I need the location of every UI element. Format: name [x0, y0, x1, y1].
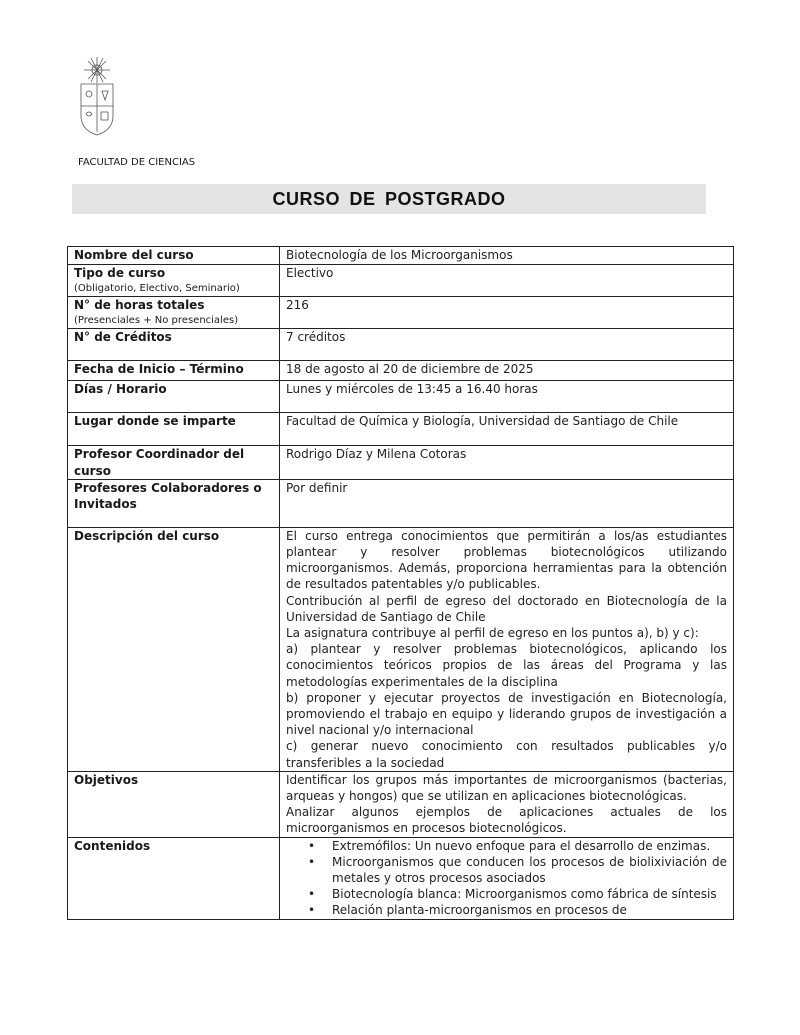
label-horas-sub: (Presenciales + No presenciales)	[74, 315, 239, 327]
label-coordinador: Profesor Coordinador del curso	[68, 446, 280, 479]
list-item: • Microorganismos que conducen los procesos de biolixiviación de metales y otros procesos asociados	[332, 854, 727, 886]
row-descripcion	[68, 527, 734, 771]
list-item: • Biotecnología blanca: Microorganismos como fábrica de síntesis	[332, 886, 727, 902]
descripcion-paragraph: La asignatura contribuye al perfil de egreso en los puntos a), b) y c):	[286, 626, 699, 641]
descripcion-paragraph: El curso entrega conocimientos que permitirán a los/as estudiantes plantear y resolver problemas biotecnológicos utilizando microorganismos. Además, proporciona herramientas para la obtención de resultados patentables y/o publicables.	[286, 528, 727, 592]
faculty-name: FACULTAD DE CIENCIAS	[78, 157, 196, 168]
list-item: • Relación planta-microorganismos en procesos de	[332, 902, 727, 918]
row-fecha	[68, 361, 734, 381]
descripcion-paragraph: a) plantear y resolver problemas biotecnológicos, aplicando los conocimientos teóricos propios de las áreas del Programa y las metodologías experimentales de la disciplina	[286, 642, 727, 689]
label-contenidos: Contenidos	[68, 837, 280, 919]
value-objetivos	[280, 771, 734, 837]
course-info-table	[67, 246, 734, 920]
value-contenidos	[280, 837, 734, 919]
objetivos-paragraph: Identificar los grupos más importantes de microorganismos (bacterias, arqueas y hongos) que se utilizan en aplicaciones biotecnológicas.	[286, 772, 727, 804]
value-fecha: 18 de agosto al 20 de diciembre de 2025	[280, 361, 734, 381]
label-colaboradores: Profesores Colaboradores o Invitados	[68, 479, 280, 527]
descripcion-paragraph: b) proponer y ejecutar proyectos de investigación en Biotecnología, promoviendo el trabajo en equipo y liderando grupos de investigación a nivel nacional y/o internacional	[286, 690, 727, 738]
label-lugar: Lugar donde se imparte	[68, 413, 280, 446]
descripcion-paragraph: c) generar nuevo conocimiento con resultados publicables y/o transferibles a la sociedad	[286, 739, 727, 770]
objetivos-paragraph: Analizar algunos ejemplos de aplicaciones actuales de los microorganismos en procesos biotecnológicos.	[286, 805, 727, 836]
row-dias	[68, 381, 734, 413]
row-horas	[68, 297, 734, 329]
label-nombre: Nombre del curso	[68, 247, 280, 265]
label-tipo	[68, 265, 280, 297]
page-title: CURSO DE POSTGRADO	[272, 188, 506, 209]
value-creditos: 7 créditos	[280, 329, 734, 361]
label-descripcion: Descripción del curso	[68, 527, 280, 771]
value-tipo: Electivo	[280, 265, 734, 297]
label-tipo-text: Tipo de curso	[74, 266, 166, 280]
label-creditos: N° de Créditos	[68, 329, 280, 361]
label-dias: Días / Horario	[68, 381, 280, 413]
contenidos-list	[286, 838, 727, 919]
value-lugar: Facultad de Química y Biología, Universidad de Santiago de Chile	[280, 413, 734, 446]
value-coordinador: Rodrigo Díaz y Milena Cotoras	[280, 446, 734, 479]
label-horas-text: N° de horas totales	[74, 298, 205, 313]
row-contenidos	[68, 837, 734, 919]
value-descripcion	[280, 527, 734, 771]
page-title-banner	[72, 184, 706, 214]
row-colaboradores	[68, 479, 734, 527]
university-crest-icon	[76, 56, 122, 136]
list-item: • Extremófilos: Un nuevo enfoque para el desarrollo de enzimas.	[332, 838, 727, 854]
descripcion-paragraph: Contribución al perfil de egreso del doctorado en Biotecnología de la Universidad de Santiago de Chile	[286, 593, 727, 624]
value-nombre: Biotecnología de los Microorganismos	[280, 247, 734, 265]
label-objetivos: Objetivos	[68, 771, 280, 837]
row-tipo	[68, 265, 734, 297]
row-creditos	[68, 329, 734, 361]
value-dias: Lunes y miércoles de 13:45 a 16.40 horas	[280, 381, 734, 413]
value-horas: 216	[280, 297, 734, 329]
label-tipo-sub: (Obligatorio, Electivo, Seminario)	[74, 283, 240, 295]
row-coordinador	[68, 446, 734, 479]
label-horas	[68, 297, 280, 329]
value-colaboradores: Por definir	[280, 479, 734, 527]
row-lugar	[68, 413, 734, 446]
row-nombre	[68, 247, 734, 265]
label-fecha: Fecha de Inicio – Término	[68, 361, 280, 381]
row-objetivos	[68, 771, 734, 837]
